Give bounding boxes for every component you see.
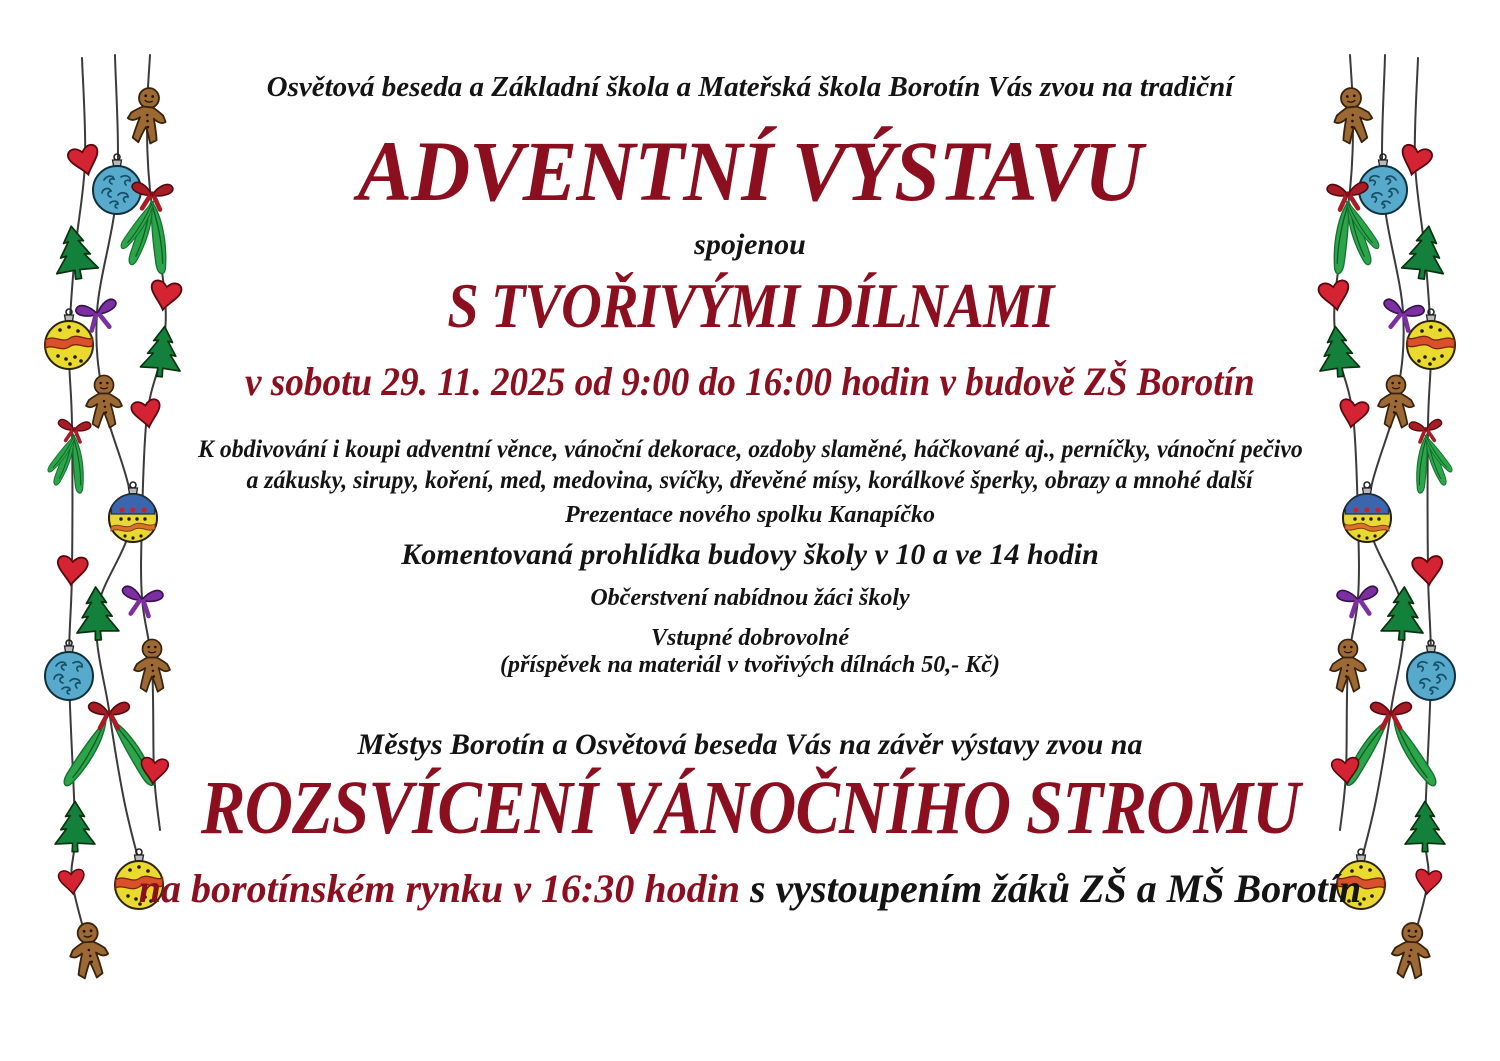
description-line-2-text: a zákusky, sirupy, koření, med, medovina, svíčky, dřevěné mísy, korálkové šperky, obrazy a mnohé další	[246, 467, 1254, 494]
admission-line: Vstupné dobrovolné	[650, 625, 850, 651]
description-line-1	[0, 436, 1500, 465]
gingerbread-icon	[1390, 922, 1432, 980]
description-line-1-text: K obdivování i koupi adventní věnce, vánoční dekorace, ozdoby slaměné, háčkované aj., perníčky, vánoční pečivo	[197, 436, 1303, 463]
date-line	[0, 359, 1500, 405]
main-title	[0, 122, 1500, 221]
date-line-text: v sobotu 29. 11. 2025 od 9:00 do 16:00 hodin v budově ZŠ Borotín	[245, 359, 1255, 404]
refreshments-line: Občerstvení nabídnou žáci školy	[590, 585, 910, 611]
subtitle-text: S TVOŘIVÝMI DÍLNAMI	[446, 270, 1054, 341]
closing-detail-line	[0, 866, 1500, 912]
description-line-2	[0, 467, 1500, 496]
tour-line: Komentovaná prohlídka budovy školy v 10 a ve 14 hodin	[401, 538, 1099, 571]
closing-title-text: ROZSVÍCENÍ VÁNOČNÍHO STROMU	[200, 766, 1300, 850]
intro-line: Osvětová beseda a Základní škola a Mateřská škola Borotín Vás zvou na tradiční	[266, 71, 1234, 103]
main-title-text: ADVENTNÍ VÝSTAVU	[357, 123, 1143, 219]
closing-intro-line: Městys Borotín a Osvětová beseda Vás na závěr výstavy zvou na	[357, 728, 1143, 761]
closing-detail-black: s vystoupením žáků ZŠ a MŠ Borotín	[739, 866, 1362, 911]
gingerbread-icon	[68, 922, 110, 980]
presentation-line: Prezentace nového spolku Kanapíčko	[565, 502, 935, 528]
admission-note: (příspěvek na materiál v tvořivých dílnách 50,- Kč)	[500, 652, 1000, 678]
closing-title	[0, 765, 1500, 852]
closing-detail-red: na borotínském rynku v 16:30 hodin	[138, 866, 740, 911]
connector-line: spojenou	[694, 228, 806, 261]
subtitle	[0, 269, 1500, 343]
